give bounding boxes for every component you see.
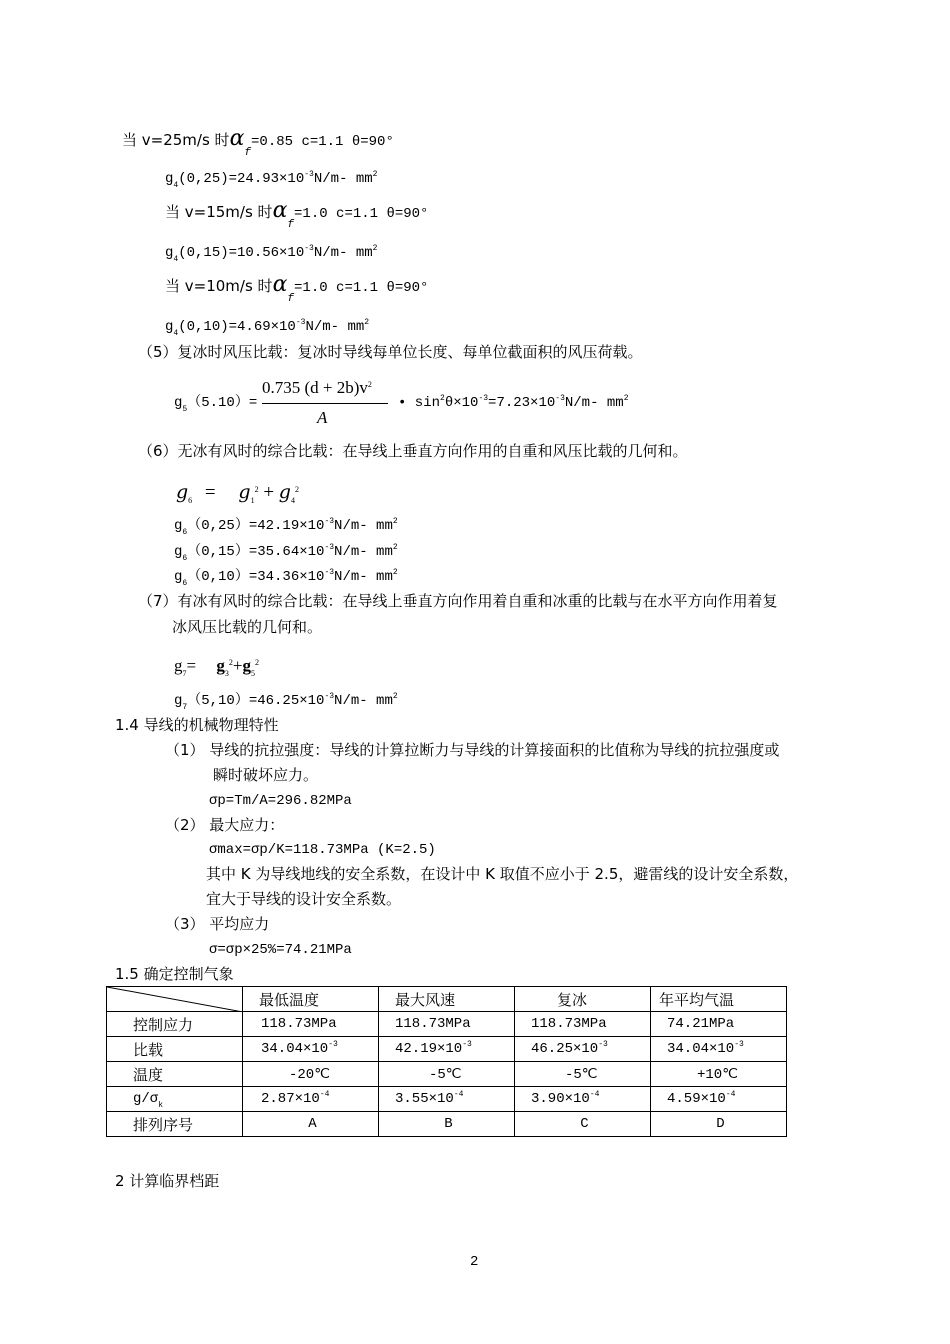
fraction-denominator: A — [317, 408, 328, 427]
g1-exponent: 2 — [254, 485, 259, 494]
sec14-item2-line2: 宜大于导线的设计安全系数。 — [206, 890, 402, 908]
table-cell — [651, 1112, 787, 1137]
g7-row — [174, 692, 398, 712]
unit-exponent: 2 — [623, 394, 629, 403]
g4-10-line — [165, 318, 370, 338]
g-symbol: g — [165, 319, 174, 335]
unit: N/m- mm — [334, 569, 393, 585]
g5-subscript: 5 — [250, 669, 255, 678]
cell-exponent: -4 — [725, 1090, 736, 1099]
table-cell — [243, 1037, 379, 1062]
g-subscript: 4 — [173, 329, 179, 338]
cell-value: 4.59×10 — [667, 1091, 726, 1107]
cell-value: +10℃ — [697, 1066, 738, 1083]
sec14-item3-label: （3） 平均应力 — [165, 915, 270, 933]
unit: N/m- mm — [334, 544, 393, 560]
g-symbol: g — [174, 395, 183, 411]
g-expression: （0,10）=34.36×10 — [187, 569, 325, 585]
unit-exponent: 2 — [364, 318, 370, 327]
table-cell — [379, 1012, 515, 1037]
exponent: -3 — [304, 170, 314, 179]
table-row — [107, 1087, 787, 1112]
table-cell — [379, 1112, 515, 1137]
fraction-numerator — [262, 378, 372, 398]
table-row — [107, 1112, 787, 1137]
table-row — [107, 1037, 787, 1062]
table-header: 复冰 — [515, 987, 651, 1012]
unit: N/m- mm — [564, 395, 624, 411]
unit: N/m- mm — [313, 245, 373, 261]
g-symbol: g — [165, 245, 174, 261]
sec14-item2-line1: 其中 K 为导线地线的安全系数，在设计中 K 取值不应小于 2.5，避雷线的设计安全系数， — [206, 865, 799, 883]
g4-15-line — [165, 244, 378, 264]
cell-value: -5℃ — [565, 1066, 598, 1083]
sec14-heading: 1.4 导线的机械物理特性 — [115, 716, 279, 734]
g-argument: （5.10）= — [187, 395, 258, 411]
row-label: 温度 — [107, 1062, 243, 1087]
g-symbol: g — [174, 656, 183, 675]
row-label: 比载 — [107, 1037, 243, 1062]
table-header-row — [107, 987, 787, 1012]
cell-exponent: -3 — [328, 1040, 338, 1049]
unit-exponent: 2 — [392, 568, 398, 577]
sin-exponent: 2 — [440, 394, 445, 403]
page-number: 2 — [470, 1254, 479, 1270]
exponent: -3 — [324, 568, 335, 577]
sin-term: • sin — [398, 395, 441, 411]
g5-symbol: g — [242, 656, 251, 675]
g-symbol: g — [174, 693, 183, 709]
table-cell — [651, 1012, 787, 1037]
g-subscript: 4 — [173, 255, 179, 264]
g-symbol: g — [174, 518, 183, 534]
table-cell — [379, 1087, 515, 1112]
g5-exponent: 2 — [254, 658, 259, 667]
unit-exponent: 2 — [392, 517, 398, 526]
table-cell — [243, 1112, 379, 1137]
table-cell — [243, 1062, 379, 1087]
row-label-subscript: k — [158, 1101, 164, 1110]
alpha-subscript: f — [287, 219, 295, 231]
g-expression: (0,15)=10.56×10 — [178, 245, 305, 261]
table-cell — [515, 1087, 651, 1112]
cell-value: 42.19×10 — [395, 1041, 463, 1057]
sec6-heading: （6）无冰有风时的综合比载：在导线上垂直方向作用的自重和风压比载的几何和。 — [138, 442, 688, 460]
table-cell — [515, 1012, 651, 1037]
table-cell — [651, 1087, 787, 1112]
table-cell — [243, 1012, 379, 1037]
cell-value: 118.73MPa — [261, 1016, 337, 1032]
g6-formula — [176, 481, 299, 505]
table-cell — [515, 1062, 651, 1087]
sec7-heading-line2: 冰风压比载的几何和。 — [172, 618, 323, 636]
wind-params: =1.0 c=1.1 θ=90° — [294, 206, 429, 222]
g-expression: (0,25)=24.93×10 — [178, 171, 305, 187]
unit-exponent: 2 — [372, 170, 378, 179]
unit-exponent: 2 — [372, 244, 378, 253]
alpha-subscript: f — [244, 147, 252, 159]
g-expression: （5,10）=46.25×10 — [187, 693, 325, 709]
wind-params: =1.0 c=1.1 θ=90° — [294, 280, 429, 296]
g-subscript: 7 — [182, 703, 188, 712]
g4-symbol: g — [278, 481, 291, 503]
sec7-heading-line1: （7）有冰有风时的综合比载：在导线上垂直方向作用着自重和冰重的比载与在水平方向作用着复 — [138, 592, 778, 610]
g-symbol: g — [174, 544, 183, 560]
sec14-item2-formula: σmax=σp/K=118.73MPa (K=2.5) — [209, 842, 436, 858]
cell-value: -5℃ — [429, 1066, 462, 1083]
g4-exponent: 2 — [294, 485, 299, 494]
g-subscript: 5 — [182, 405, 188, 414]
g-subscript: 6 — [182, 579, 188, 588]
cell-exponent: -4 — [319, 1090, 330, 1099]
cell-value: 3.55×10 — [395, 1091, 454, 1107]
alpha-symbol: α — [272, 198, 288, 223]
g-expression: (0,10)=4.69×10 — [178, 319, 296, 335]
cell-value: 34.04×10 — [667, 1041, 735, 1057]
unit-exponent: 2 — [392, 692, 398, 701]
row-label-text: g/σ — [133, 1091, 159, 1107]
table-cell — [515, 1112, 651, 1137]
cell-exponent: -4 — [589, 1090, 600, 1099]
g5-tail — [398, 396, 629, 410]
table-cell — [651, 1037, 787, 1062]
theta-term: θ×10 — [444, 395, 479, 411]
unit: N/m- mm — [313, 171, 373, 187]
table-header: 年平均气温 — [651, 987, 787, 1012]
plus-sign: + — [232, 656, 243, 675]
unit: N/m- mm — [305, 319, 365, 335]
g-symbol: g — [174, 569, 183, 585]
diagonal-line — [107, 987, 243, 1012]
g7-formula — [174, 656, 259, 678]
exponent: -3 — [295, 318, 306, 327]
cell-value: 46.25×10 — [531, 1041, 599, 1057]
sec14-item3-formula: σ=σp×25%=74.21MPa — [209, 942, 352, 958]
wind-params: =0.85 c=1.1 θ=90° — [251, 134, 394, 150]
table-cell — [379, 1062, 515, 1087]
wind-line-text: 当 v=25m/s 时 — [122, 131, 230, 149]
cell-value: 74.21MPa — [667, 1016, 735, 1032]
sec14-item2-label: （2） 最大应力： — [165, 816, 285, 834]
g1-subscript: 1 — [250, 496, 255, 505]
table-corner-cell — [107, 987, 243, 1012]
alpha-subscript: f — [287, 293, 295, 305]
theta-exponent: -3 — [478, 394, 489, 403]
sec14-item1-formula: σp=Tm/A=296.82MPa — [209, 793, 352, 809]
g-subscript: 4 — [173, 181, 179, 190]
result-exponent: -3 — [555, 394, 565, 403]
table-cell — [515, 1037, 651, 1062]
control-weather-table — [106, 986, 787, 1137]
table-row — [107, 1062, 787, 1087]
equals-sign: = — [186, 656, 197, 675]
exponent: -3 — [324, 692, 335, 701]
g-subscript: 6 — [188, 496, 193, 505]
g4-subscript: 4 — [290, 496, 295, 505]
wind-line-text: 当 v=15m/s 时 — [165, 203, 273, 221]
g6-row-15 — [174, 543, 398, 563]
g5-label — [174, 395, 258, 414]
alpha-symbol: α — [229, 126, 245, 151]
g3-symbol: g — [216, 656, 225, 675]
g-expression: （0,15）=35.64×10 — [187, 544, 325, 560]
cell-value: D — [716, 1116, 725, 1132]
sec2-heading: 2 计算临界档距 — [115, 1172, 220, 1190]
equals-sign: = — [204, 482, 216, 503]
row-label: 排列序号 — [107, 1112, 243, 1137]
table-header: 最低温度 — [243, 987, 379, 1012]
fraction-bar — [262, 403, 388, 404]
sec14-item1-line2: 瞬时破坏应力。 — [213, 766, 319, 784]
g6-row-10 — [174, 568, 398, 588]
g1-symbol: g — [238, 481, 251, 503]
g-symbol: g — [165, 171, 174, 187]
cell-exponent: -3 — [462, 1040, 472, 1049]
table-cell — [243, 1087, 379, 1112]
cell-exponent: -3 — [734, 1040, 744, 1049]
cell-value: 118.73MPa — [531, 1016, 607, 1032]
cell-value: 2.87×10 — [261, 1091, 320, 1107]
sec15-heading: 1.5 确定控制气象 — [115, 965, 234, 983]
g-symbol: g — [176, 481, 189, 503]
g-expression: （0,25）=42.19×10 — [187, 518, 325, 534]
exponent: -3 — [304, 244, 314, 253]
cell-exponent: -3 — [598, 1040, 608, 1049]
table-cell — [379, 1037, 515, 1062]
cell-value: 34.04×10 — [261, 1041, 329, 1057]
g5-result: =7.23×10 — [488, 395, 556, 411]
alpha-symbol: α — [272, 272, 288, 297]
plus-sign: + — [263, 482, 275, 503]
g-subscript: 6 — [182, 528, 188, 537]
table-header: 最大风速 — [379, 987, 515, 1012]
exponent: -3 — [324, 543, 335, 552]
g6-row-25 — [174, 517, 398, 537]
cell-value: A — [308, 1116, 317, 1132]
cell-value: 118.73MPa — [395, 1016, 471, 1032]
cell-exponent: -4 — [453, 1090, 464, 1099]
cell-value: -20℃ — [289, 1066, 330, 1083]
table-cell — [651, 1062, 787, 1087]
sec5-heading: （5）复冰时风压比载：复冰时导线每单位长度、每单位截面积的风压荷载。 — [138, 343, 643, 361]
unit: N/m- mm — [334, 693, 393, 709]
unit-exponent: 2 — [392, 543, 398, 552]
wind-line-10 — [165, 272, 429, 305]
exponent: -3 — [324, 517, 335, 526]
numerator-text: 0.735 (d + 2b)v — [262, 378, 368, 397]
wind-line-25 — [122, 126, 394, 159]
row-label — [107, 1087, 243, 1112]
cell-value: C — [580, 1116, 589, 1132]
cell-value: 3.90×10 — [531, 1091, 590, 1107]
wind-line-15 — [165, 198, 429, 231]
g-subscript: 6 — [182, 554, 188, 563]
g5-fraction — [262, 378, 392, 430]
g3-exponent: 2 — [228, 658, 233, 667]
unit: N/m- mm — [334, 518, 393, 534]
sec14-item1-line1: （1） 导线的抗拉强度：导线的计算拉断力与导线的计算接面积的比值称为导线的抗拉强度或 — [165, 741, 780, 759]
numerator-exponent: 2 — [367, 380, 372, 389]
row-label: 控制应力 — [107, 1012, 243, 1037]
g3-subscript: 3 — [224, 669, 229, 678]
cell-value: B — [444, 1116, 453, 1132]
g4-25-line — [165, 170, 378, 190]
wind-line-text: 当 v=10m/s 时 — [165, 277, 273, 295]
g-subscript: 7 — [182, 669, 187, 678]
table-row — [107, 1012, 787, 1037]
